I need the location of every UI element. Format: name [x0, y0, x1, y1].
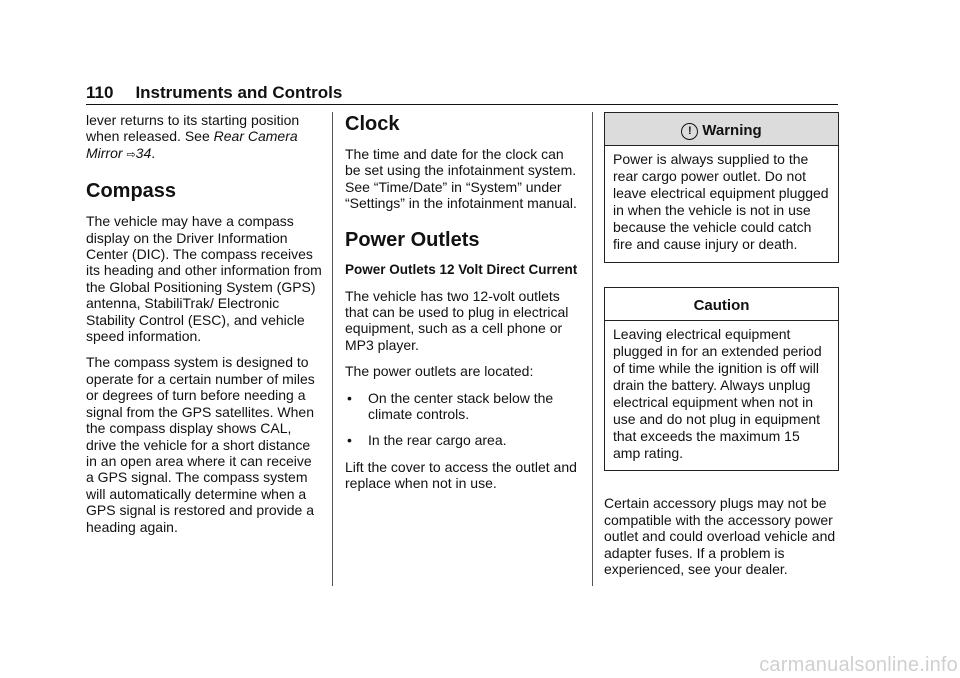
bullet-icon: •	[347, 389, 352, 406]
clock-paragraph: The time and date for the clock can be set using the infotainment system. See “Time/Date” in “System” under “Settings” in the infotainment manual.	[345, 146, 577, 212]
warning-box	[604, 112, 839, 263]
caution-text: Leaving electrical equipment plugged in for an extended period of time while the ignition is off will drain the battery. Always unplug electrical equipment when not in use and do not plug in equipment that exceeds the maximum 15 amp rating.	[613, 325, 822, 462]
compass-paragraph: The compass system is designed to operate for a certain number of miles or degrees of turn before needing a signal from the GPS satellites. When the compass display shows CAL, drive the vehicle for a short distance in an open area where it can receive a GPS signal. The compass system will automatically determine when a GPS signal is restored and provide a heading again.	[86, 354, 315, 535]
column-left	[86, 112, 322, 545]
rear-camera-mirror-link[interactable]: Rear Camera Mirror ⇨34	[86, 128, 298, 161]
accessory-paragraph: Certain accessory plugs may not be compatible with the accessory power outlet and could overload vehicle and adapter fuses. If a problem is experienced, see your dealer.	[604, 495, 836, 577]
power-outlets-subheading: Power Outlets 12 Volt Direct Current	[345, 261, 578, 277]
page-number: 110	[86, 83, 114, 102]
power-outlets-heading: Power Outlets	[345, 228, 480, 251]
compass-heading: Compass	[86, 180, 177, 203]
compass-paragraph: The vehicle may have a compass display on the Driver Information Center (DIC). The compass receives its heading and other information from the Global Positioning System (GPS) antenna, StabiliTrak/ Electronic Stability Control (ESC), and vehicle speed information.	[86, 213, 322, 345]
column-divider	[592, 112, 593, 586]
site-watermark: carmanualsonline.info	[759, 654, 958, 676]
closing-paragraph: Lift the cover to access the outlet and replace when not in use.	[345, 458, 577, 492]
warning-icon: !	[681, 123, 698, 140]
caution-box	[604, 287, 839, 472]
header-rule	[86, 104, 838, 105]
column-right	[604, 112, 839, 587]
warning-title: Warning	[702, 122, 762, 139]
page-ref-icon: ⇨	[126, 148, 136, 161]
list-item: • In the rear cargo area.	[347, 432, 507, 449]
clock-heading: Clock	[345, 113, 400, 135]
list-item: • On the center stack below the climate controls.	[347, 389, 554, 423]
warning-text: Power is always supplied to the rear cargo power outlet. Do not leave electrical equipment plugged in when the vehicle is not in use because the vehicle could catch fire and cause injury or death.	[613, 151, 829, 253]
column-divider	[332, 112, 333, 586]
located-paragraph: The power outlets are located:	[345, 363, 534, 380]
intro-paragraph: lever returns to its starting position when released. See Rear Camera Mirror ⇨34.	[86, 112, 300, 161]
caution-header: Caution	[605, 288, 838, 321]
outlets-paragraph: The vehicle has two 12-volt outlets that can be used to plug in electrical equipment, such as a cell phone or MP3 player.	[345, 287, 569, 353]
page-header	[86, 82, 838, 104]
outlet-location-list	[345, 390, 581, 449]
bullet-icon: •	[347, 432, 352, 449]
chapter-title: Instruments and Controls	[135, 83, 343, 102]
column-middle	[345, 112, 581, 502]
warning-header	[605, 113, 838, 146]
